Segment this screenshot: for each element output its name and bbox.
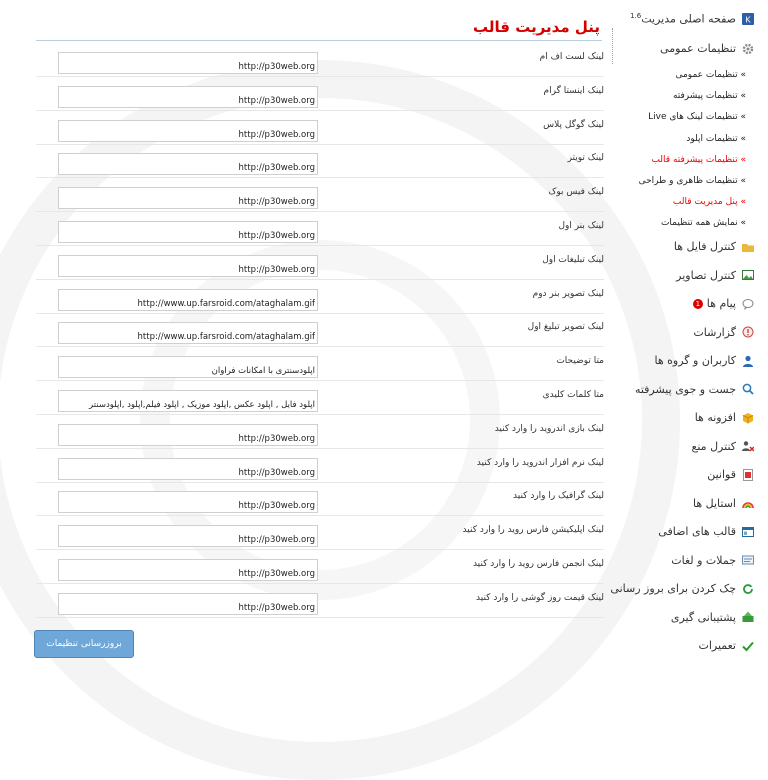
setting-row	[36, 153, 604, 179]
update-icon	[742, 583, 754, 595]
sidebar-item[interactable]	[692, 440, 755, 453]
setting-row	[36, 525, 604, 551]
report-icon	[742, 326, 754, 338]
version-label: 1.6	[630, 12, 642, 20]
settings-submenu-item[interactable]: » پنل مدیریت قالب	[673, 197, 746, 207]
setting-label: متا توضیحات	[556, 356, 604, 367]
setting-row	[36, 255, 604, 281]
sidebar-item[interactable]	[698, 639, 754, 652]
plugin-icon	[742, 412, 754, 424]
template-icon	[742, 526, 754, 538]
row-divider	[36, 313, 604, 314]
unread-badge: 1	[693, 299, 703, 309]
row-divider	[36, 549, 604, 550]
setting-input[interactable]	[58, 458, 318, 480]
setting-input[interactable]	[58, 52, 318, 74]
setting-row	[36, 322, 604, 348]
setting-row	[36, 52, 604, 78]
setting-input[interactable]	[58, 559, 318, 581]
sidebar-item-label: قالب های اضافی	[658, 525, 736, 538]
setting-label: لینک اپلیکیشن فارس روید را وارد کنید	[462, 525, 604, 536]
setting-input[interactable]	[58, 221, 318, 243]
setting-label: لینک فیس بوک	[548, 187, 604, 198]
setting-row	[36, 390, 604, 416]
setting-input[interactable]	[58, 322, 318, 344]
sidebar-item-label: کاربران و گروه ها	[654, 354, 736, 367]
setting-input[interactable]	[58, 424, 318, 446]
gear-icon	[742, 43, 754, 55]
row-divider	[36, 414, 604, 415]
sidebar-item-label: کنترل فایل ها	[673, 240, 736, 253]
message-icon	[742, 298, 754, 310]
setting-row	[36, 424, 604, 450]
sidebar-item-label: جملات و لغات	[671, 553, 736, 567]
settings-submenu-item[interactable]: » تنظیمات اپلود	[686, 134, 746, 144]
sidebar-item-home[interactable]	[630, 12, 754, 26]
row-divider	[36, 482, 604, 483]
sidebar-item-label: تنظیمات عمومی	[660, 42, 736, 55]
setting-label: لینک بنر اول	[558, 221, 604, 231]
sidebar-item[interactable]	[693, 326, 754, 339]
admin-home-icon	[742, 13, 754, 25]
image-icon	[742, 269, 754, 281]
setting-label: لینک تبلیغات اول	[542, 254, 604, 265]
setting-row	[36, 593, 604, 619]
setting-input[interactable]	[58, 86, 318, 108]
row-divider	[36, 279, 604, 280]
setting-input[interactable]	[58, 187, 318, 209]
setting-input[interactable]	[58, 491, 318, 513]
setting-row	[36, 187, 604, 213]
setting-row	[36, 221, 604, 247]
settings-submenu-item[interactable]: » تنظیمات لینک های Live	[648, 112, 746, 122]
setting-input[interactable]	[58, 525, 318, 547]
setting-label: لینک انجمن فارس روید را وارد کنید	[472, 559, 604, 569]
setting-label: لینک بازی اندروید را وارد کنید	[494, 423, 604, 434]
sidebar-item-label: کنترل تصاویر	[676, 268, 736, 282]
sidebar-item[interactable]	[635, 383, 754, 396]
sidebar-item-label: جست و جوی پیشرفته	[634, 382, 736, 396]
settings-submenu-item[interactable]: » تنظیمات پیشرفته قالب	[651, 155, 746, 165]
settings-submenu-item[interactable]: » تنظیمات ظاهری و طراحی	[639, 176, 746, 186]
words-icon	[742, 554, 754, 566]
row-divider	[36, 177, 604, 178]
sidebar	[610, 0, 768, 681]
repair-icon	[742, 640, 754, 652]
row-divider	[36, 346, 604, 347]
row-divider	[36, 76, 604, 77]
sidebar-item-label: چک کردن برای بروز رسانی	[610, 582, 736, 595]
setting-label: لینک گرافیک را وارد کنید	[513, 491, 604, 502]
svg-text:K: K	[745, 15, 751, 25]
style-icon	[742, 497, 754, 509]
sidebar-item[interactable]	[676, 269, 754, 282]
settings-submenu-item[interactable]: » تنظیمات عمومی	[675, 70, 746, 80]
sidebar-item-general-settings[interactable]	[660, 42, 754, 55]
setting-row	[36, 86, 604, 112]
sidebar-item-label: گزارشات	[693, 325, 736, 339]
sidebar-item-label: پشتیبانی گیری	[670, 610, 736, 624]
sidebar-item[interactable]	[674, 240, 754, 253]
sidebar-item-label: تعمیرات	[698, 639, 736, 652]
sidebar-divider	[612, 28, 613, 64]
ban-icon	[742, 440, 754, 452]
setting-row	[36, 491, 604, 517]
setting-label: متا کلمات کلیدی	[542, 390, 604, 400]
row-divider	[36, 110, 604, 111]
settings-submenu-item[interactable]: » نمایش همه تنظیمات	[661, 218, 746, 228]
setting-label: لینک تصویر بنر دوم	[532, 288, 604, 299]
setting-input[interactable]	[58, 356, 318, 378]
setting-label: لینک تویتر	[567, 153, 604, 164]
row-divider	[36, 245, 604, 246]
title-divider	[36, 40, 602, 41]
sidebar-item[interactable]	[658, 525, 754, 538]
setting-input[interactable]	[58, 289, 318, 311]
row-divider	[36, 448, 604, 449]
setting-input[interactable]	[58, 390, 318, 412]
row-divider	[36, 144, 604, 145]
setting-label: لینک لست اف ام	[539, 52, 604, 62]
row-divider	[36, 617, 604, 618]
setting-label: لینک قیمت روز گوشی را وارد کنید	[476, 592, 604, 603]
setting-input[interactable]	[58, 120, 318, 142]
setting-input[interactable]	[58, 153, 318, 175]
row-divider	[36, 380, 604, 381]
sidebar-item[interactable]	[693, 497, 754, 510]
update-settings-button[interactable]: بروزرسانی تنظیمات	[34, 630, 134, 658]
sidebar-item-label: استایل ها	[693, 496, 736, 510]
setting-label: لینک تصویر تبلیغ اول	[527, 322, 604, 333]
sidebar-item[interactable]	[610, 582, 754, 595]
setting-label: لینک نرم افزار اندروید را وارد کنید	[476, 457, 604, 468]
setting-row	[36, 458, 604, 484]
setting-row	[36, 120, 604, 146]
setting-label: لینک گوگل پلاس	[543, 119, 604, 130]
setting-row	[36, 559, 604, 585]
setting-label: لینک اینستا گرام	[543, 85, 604, 96]
page-title: پنل مدیریت قالب	[473, 18, 600, 36]
sidebar-item-label: کنترل منع	[691, 439, 736, 453]
setting-row	[36, 356, 604, 382]
sidebar-item[interactable]	[671, 611, 754, 624]
sidebar-item-label: پیام ها	[706, 297, 736, 310]
setting-row	[36, 289, 604, 315]
users-icon	[742, 355, 754, 367]
rules-icon	[742, 469, 754, 481]
settings-submenu-item[interactable]: » تنظیمات پیشرفته	[673, 91, 746, 101]
sidebar-item-home-label: صفحه اصلی مدیریت$^{1.6}$	[630, 12, 736, 26]
sidebar-item[interactable]	[654, 354, 754, 367]
sidebar-item[interactable]	[695, 411, 754, 424]
row-divider	[36, 583, 604, 584]
sidebar-item[interactable]	[707, 468, 754, 481]
sidebar-item-label: قوانین	[707, 468, 736, 481]
search-icon	[742, 383, 754, 395]
sidebar-item-label: افزونه ها	[694, 411, 736, 424]
setting-input[interactable]	[58, 255, 318, 277]
setting-input[interactable]	[58, 593, 318, 615]
folder-icon	[742, 241, 754, 253]
backup-icon	[742, 611, 754, 623]
row-divider	[36, 211, 604, 212]
row-divider	[36, 515, 604, 516]
sidebar-item[interactable]	[671, 554, 754, 567]
sidebar-item[interactable]	[693, 297, 754, 310]
